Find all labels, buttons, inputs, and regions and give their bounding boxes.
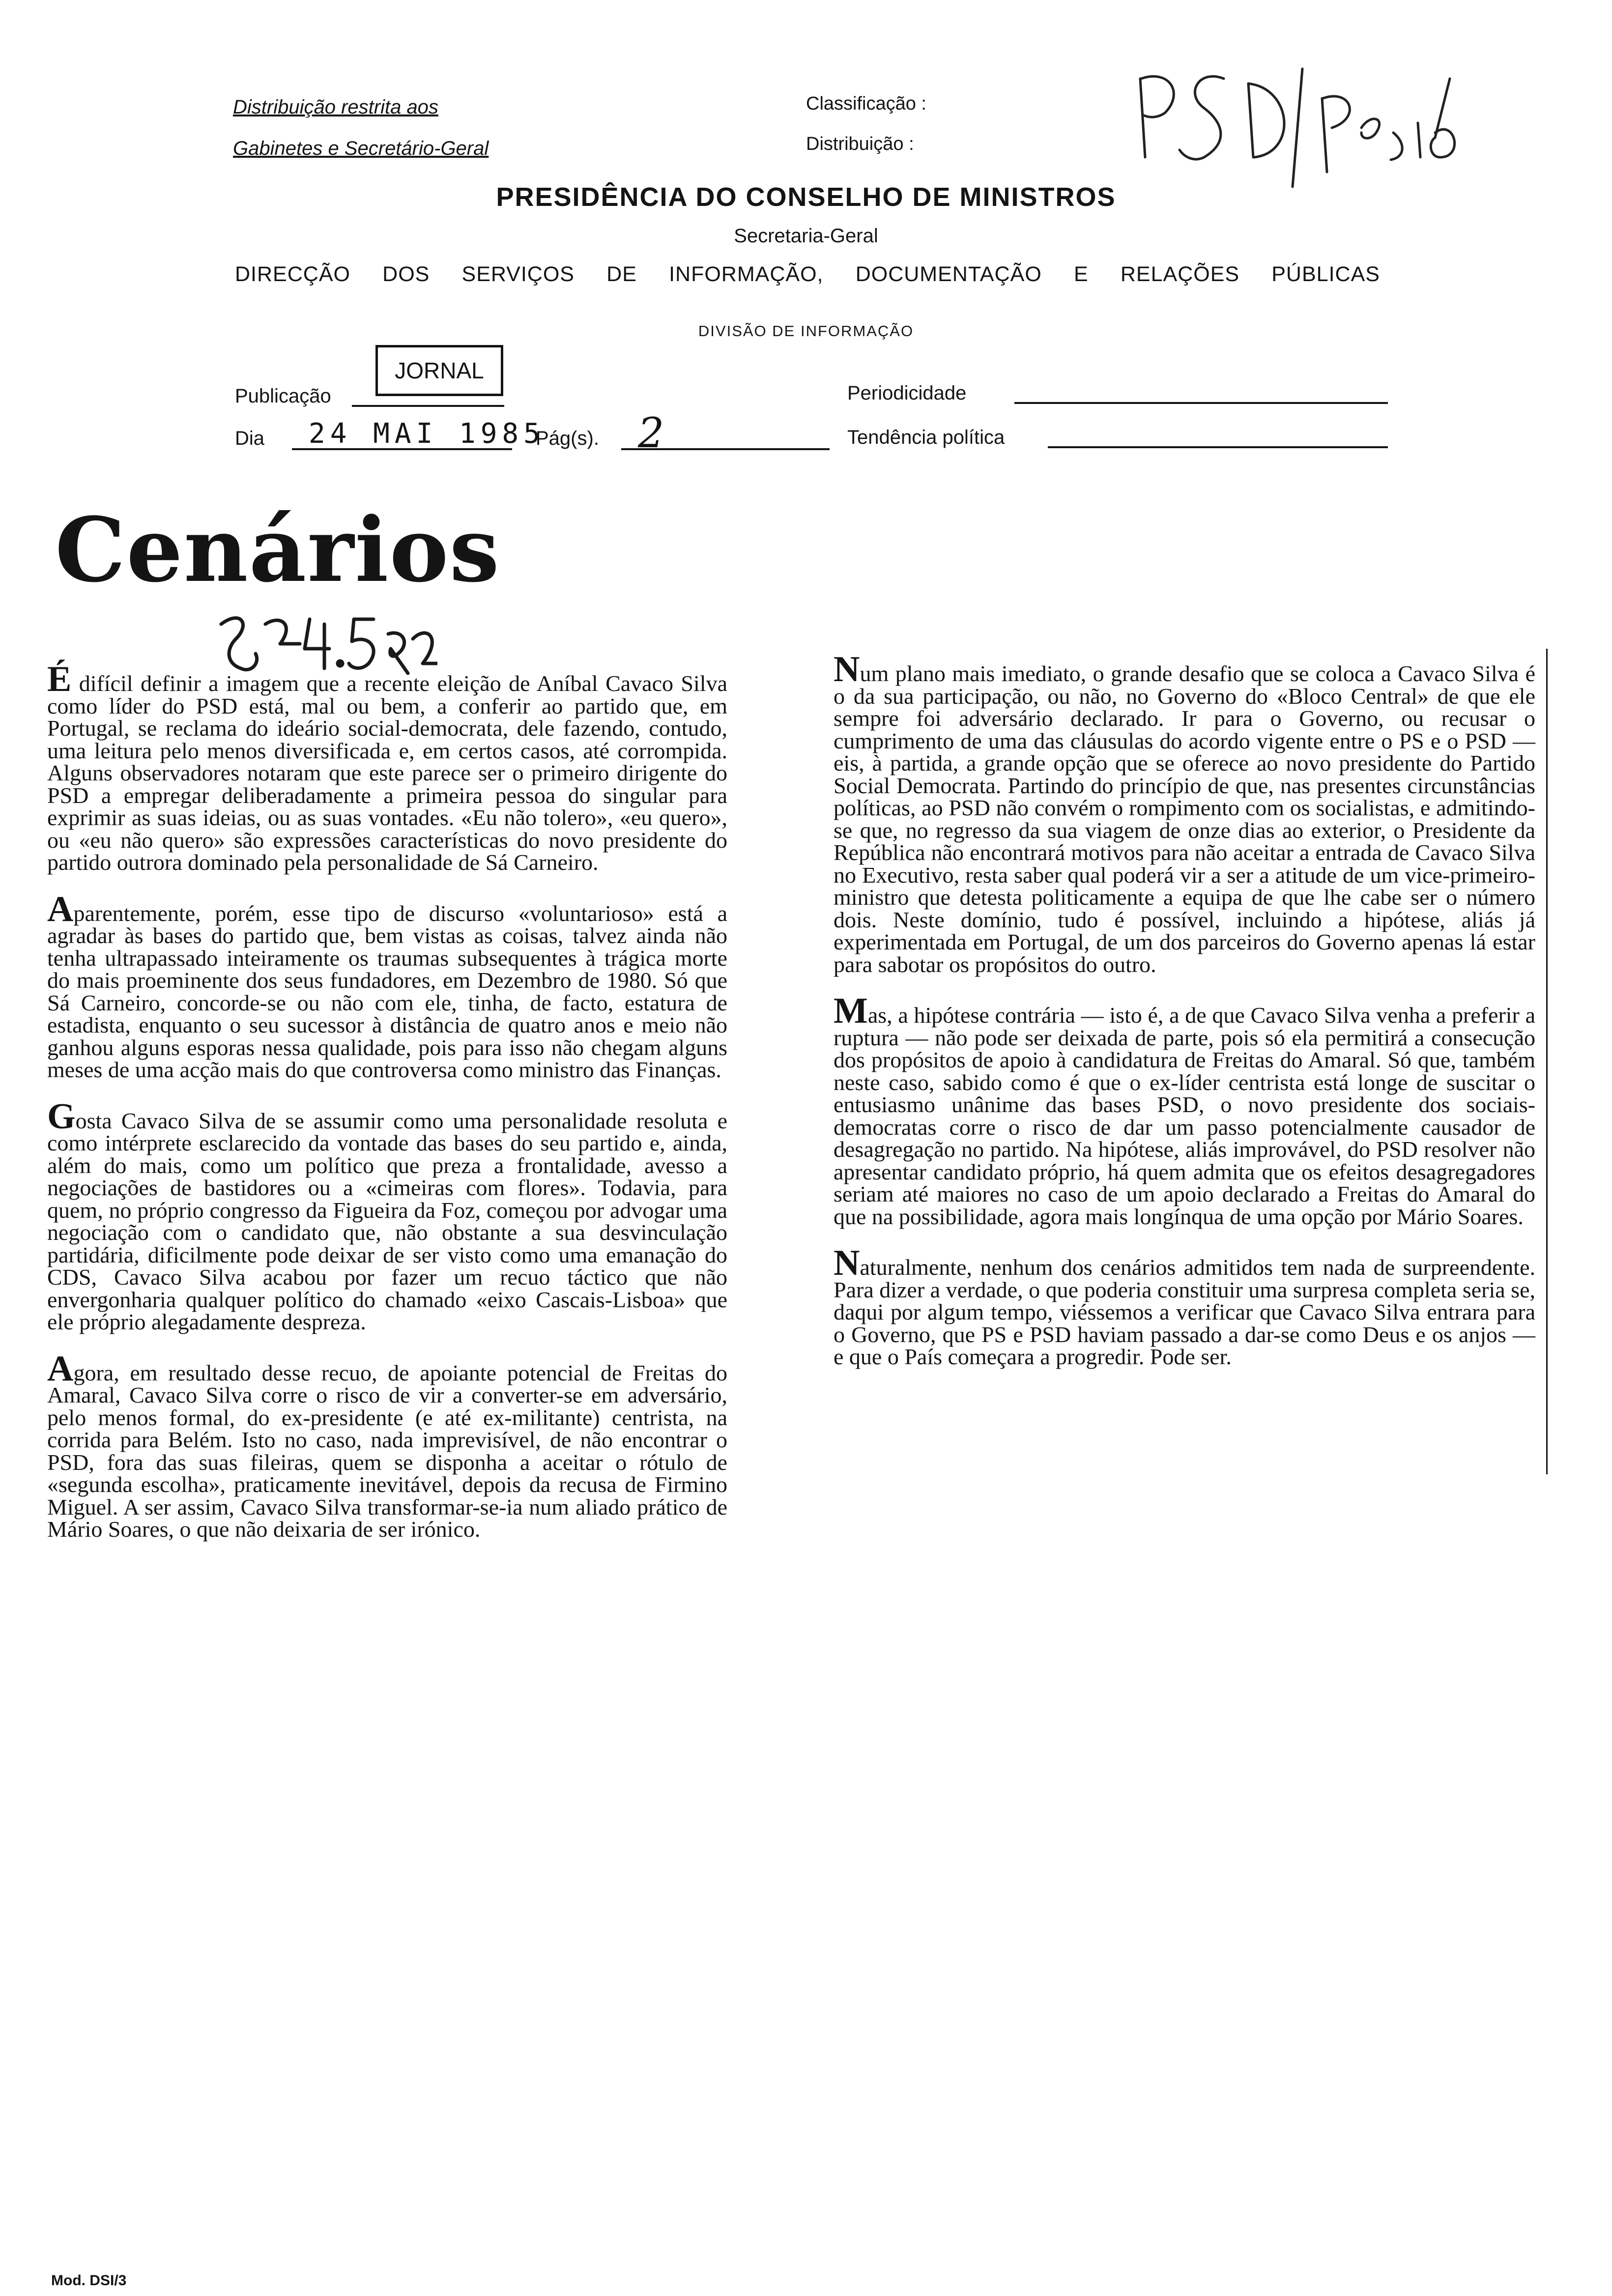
- periodicidade-label: Periodicidade: [847, 382, 967, 404]
- presidency-title: PRESIDÊNCIA DO CONSELHO DE MINISTROS: [496, 182, 1116, 212]
- dia-label: Dia: [235, 428, 265, 449]
- article-paragraph: [47, 1096, 727, 1334]
- paragraph-text: difícil definir a imagem que a recente eleição de Aníbal Cavaco Silva como líder do PSD está, mal ou bem, a conferir ao partido que, em Portugal, se reclama do ideário social-democrata, dele fazendo, contudo, uma leitura pelo menos diversificada e, em certos casos, até corrompida. Alguns observadores notaram que este parece ser o primeiro dirigente do PSD a empregar deliberadamente a primeira pessoa do singular para exprimir as suas ideias, ou as suas vontades. «Eu não tolero», «eu quero», ou «eu não quero» são expressões características do novo presidente do partido outrora dominado pela personalidade de Sá Carneiro.: [47, 671, 727, 875]
- paragraph-text: um plano mais imediato, o grande desafio que se coloca a Cavaco Silva é o da sua participação, ou não, no Governo do «Bloco Central» de que ele sempre foi adversário declarado. Ir para o Governo, ou recusar o cumprimento de uma das cláusulas do acordo vigente entre o PS e o PSD — eis, à partida, a grande opção que se oferece ao novo presidente do Partido Social Democrata. Partindo do princípio de que, nas presentes circunstâncias políticas, ao PSD não convém o rompimento com os socialistas, e admitindo-se que, no regresso da sua viagem de onze dias ao exterior, o Presidente da República não encontrará motivos para não aceitar a entrada de Cavaco Silva no Executivo, resta saber qual poderá vir a ser a atitude de um vice-primeiro-ministro que detesta politicamente a equipa de que lhe cabe ser o número dois. Neste domínio, tudo é possível, incluindo a hipótese, aliás já experimentada em Portugal, de um dos parceiros do Governo apenas lá estar para sabotar os propósitos do outro.: [834, 661, 1535, 977]
- restricted-distribution-line-1: Distribuição restrita aos: [233, 96, 438, 118]
- directorate-word: RELAÇÕES: [1120, 262, 1240, 286]
- drop-initial: N: [834, 1243, 860, 1283]
- article-paragraph: [47, 889, 727, 1082]
- paragraph-text: aturalmente, nenhum dos cenários admitidos tem nada de surpreendente. Para dizer a verdade, o que poderia constituir uma surpresa completa seria se, daqui por algum tempo, viéssemos a verificar que Cavaco Silva entrara para o Governo, que PS e PSD haviam passado a dar-se como Deus e os anjos — e que o País começara a progredir. Pode ser.: [834, 1255, 1535, 1369]
- division-subtitle: DIVISÃO DE INFORMAÇÃO: [698, 322, 914, 340]
- drop-initial: A: [47, 1348, 74, 1389]
- drop-initial: M: [834, 991, 868, 1031]
- tendencia-label: Tendência política: [847, 427, 1005, 448]
- drop-initial: A: [47, 889, 74, 929]
- article-column-left: [47, 659, 727, 1566]
- pags-value-handwritten: 2: [638, 409, 664, 457]
- pags-label: Pág(s).: [536, 428, 599, 449]
- drop-initial: N: [834, 649, 860, 689]
- dia-value-stamp: 24 MAI 1985: [309, 418, 545, 450]
- restricted-distribution-line-2: Gabinetes e Secretário-Geral: [233, 138, 489, 159]
- pags-underline: [621, 448, 830, 450]
- directorate-word: SERVIÇOS: [461, 262, 575, 286]
- paragraph-text: osta Cavaco Silva de se assumir como uma personalidade resoluta e como intérprete esclarecido da vontade das bases do seu partido e, ainda, além do mais, como um político que preza a frontalidade, avesso a negociações de bastidores ou a «cimeiras com flores». Todavia, para quem, no próprio congresso da Figueira da Foz, começou por advogar uma negociação com o candidato que, não obstante a sua desvinculação partidária, dificilmente pode deixar de ser visto como uma emanação do CDS, Cavaco Silva acabou por fazer um recuo táctico que não envergonharia qualquer político do chamado «eixo Cascais-Lisboa» que ele próprio alegadamente despreza.: [47, 1108, 727, 1334]
- paragraph-text: gora, em resultado desse recuo, de apoiante potencial de Freitas do Amaral, Cavaco Silva corre o risco de vir a converter-se em adversário, pelo menos formal, do ex-presidente (e até ex-militante) centrista, na corrida para Belém. Isto no caso, nada imprevisível, de não encontrar o PSD, fora das suas fileiras, quem se disponha a aceitar o rótulo de «segunda escolha», praticamente inevitável, depois da recusa de Firmino Miguel. A ser assim, Cavaco Silva transformar-se-ia num aliado prático de Mário Soares, o que não deixaria de ser irónico.: [47, 1360, 727, 1542]
- distribuicao-label: Distribuição :: [806, 134, 914, 154]
- paragraph-text: as, a hipótese contrária — isto é, a de que Cavaco Silva venha a preferir a ruptura — não pode ser deixada de parte, pois só ela permitirá a consecução dos propósitos de apoio à candidatura de Freitas do Amaral. Só que, também neste caso, sabido como é que o ex-líder centrista está longe de suscitar o entusiasmo unânime das bases PSD, o novo presidente dos sociais-democratas corre o risco de dar um passo potencialmente causador de desagregação no partido. Na hipótese, aliás improvável, do PSD resolver não apresentar candidato próprio, há quem admita que os efeitos desagregadores seriam até maiores no caso de um apoio declarado a Freitas do Amaral do que na possibilidade, agora mais longínqua de uma opção por Mário Soares.: [834, 1003, 1535, 1229]
- drop-initial: G: [47, 1096, 76, 1137]
- dia-underline: [292, 448, 512, 450]
- article-paragraph: [47, 659, 727, 875]
- classificacao-label: Classificação :: [806, 93, 926, 114]
- tendencia-underline: [1048, 446, 1388, 448]
- article-paragraph: [834, 991, 1535, 1229]
- directorate-word: DOS: [382, 262, 430, 286]
- column-divider: [1546, 649, 1548, 1474]
- directorate-line: [235, 262, 1380, 287]
- directorate-word: DIRECÇÃO: [235, 262, 350, 286]
- handwritten-psd-note: [1130, 59, 1474, 197]
- publicacao-label: Publicação: [235, 385, 331, 407]
- article-paragraph: [834, 1243, 1535, 1369]
- directorate-word: DE: [606, 262, 637, 286]
- form-model-code: Mod. DSI/3: [51, 2272, 127, 2289]
- paragraph-text: parentemente, porém, esse tipo de discurso «voluntarioso» está a agradar às bases do partido que, bem vistas as coisas, talvez ainda não tenha ultrapassado inteiramente os traumas subsequentes à trágica morte do mais proeminente dos seus fundadores, em Dezembro de 1980. Só que Sá Carneiro, concorde-se ou não com ele, tinha, de facto, estatura de estadista, enquanto o seu sucessor à distância de quatro anos e meio não ganhou alguns esporas nessa qualidade, pois para isso não chegam alguns meses de uma acção mais do que controversa como ministro das Finanças.: [47, 900, 727, 1082]
- article-paragraph: [834, 649, 1535, 977]
- directorate-word: PÚBLICAS: [1271, 262, 1380, 286]
- drop-initial: É: [47, 659, 72, 699]
- article-column-right: [834, 649, 1535, 1394]
- article-title: Cenários: [55, 498, 500, 602]
- article-paragraph: [47, 1348, 727, 1542]
- periodicidade-underline: [1014, 402, 1388, 404]
- directorate-word: DOCUMENTAÇÃO: [855, 262, 1042, 286]
- directorate-word: E: [1073, 262, 1089, 286]
- publicacao-underline: [352, 405, 504, 407]
- secretariat-subtitle: Secretaria-Geral: [734, 225, 878, 247]
- directorate-word: INFORMAÇÃO,: [669, 262, 824, 286]
- publicacao-stamp: JORNAL: [375, 345, 503, 396]
